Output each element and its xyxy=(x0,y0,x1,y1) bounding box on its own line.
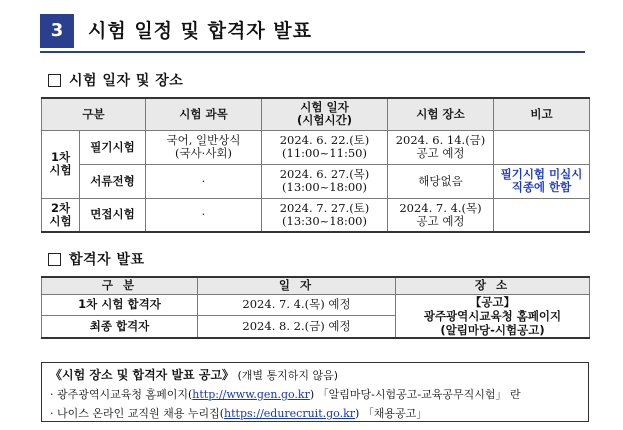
exam-place: 2024. 7. 4.(목) 공고 예정 xyxy=(388,198,494,232)
remark-text: 필기시험 미실시 직종에 한함 xyxy=(494,164,590,198)
exam-type: 필기시험 xyxy=(80,130,146,164)
subsection-results-title xyxy=(48,249,145,269)
result-label: 최종 합격자 xyxy=(42,316,198,338)
checkbox-icon xyxy=(48,74,61,87)
notice-heading-note: (개별 통지하지 않음) xyxy=(237,369,339,382)
gen-website-link[interactable]: http://www.gen.go.kr xyxy=(192,388,310,401)
result-date: 2024. 8. 2.(금) 예정 xyxy=(198,316,396,338)
notice-heading: 《시험 장소 및 합격자 발표 공고》 xyxy=(50,368,234,382)
exam-place: 해당없음 xyxy=(388,164,494,198)
col-header: 장 소 xyxy=(396,277,590,294)
section-header xyxy=(40,14,585,54)
remark-empty xyxy=(494,130,590,164)
section-number: 3 xyxy=(40,14,74,48)
notice-heading-line xyxy=(50,366,580,385)
section-title: 시험 일정 및 합격자 발표 xyxy=(88,20,312,42)
result-place: 【공고】 광주광역시교육청 홈페이지 (알림마당-시험공고) xyxy=(396,294,590,338)
notice-box xyxy=(41,362,589,422)
exam-type: 면접시험 xyxy=(80,198,146,232)
checkbox-icon xyxy=(48,253,61,266)
table-row xyxy=(42,294,590,316)
notice-text: ) 「알림마당-시험공고-교육공무직시험」 란 xyxy=(309,388,521,401)
col-header: 비고 xyxy=(494,98,590,130)
col-header: 구 분 xyxy=(42,277,198,294)
col-header: 시험 과목 xyxy=(146,98,262,130)
results-table xyxy=(41,276,590,339)
notice-line-2 xyxy=(50,404,580,423)
col-header: 구분 xyxy=(42,98,146,130)
subsection-label: 시험 일자 및 장소 xyxy=(69,73,184,89)
exam-date: 2024. 7. 27.(토) (13:30~18:00) xyxy=(262,198,388,232)
exam-schedule-table xyxy=(41,97,590,233)
col-header: 시험 장소 xyxy=(388,98,494,130)
subsection-label: 합격자 발표 xyxy=(69,252,145,268)
exam-date: 2024. 6. 27.(목) (13:00~18:00) xyxy=(262,164,388,198)
notice-line-1 xyxy=(50,385,580,404)
col-header: 시험 일자 (시험시간) xyxy=(262,98,388,130)
exam-subject: 국어, 일반상식 (국사·사회) xyxy=(146,130,262,164)
exam-type: 서류전형 xyxy=(80,164,146,198)
col-header: 일 자 xyxy=(198,277,396,294)
stage-label: 1차 시험 xyxy=(42,130,80,198)
table-row xyxy=(42,198,590,232)
table-row xyxy=(42,164,590,198)
exam-subject: · xyxy=(146,164,262,198)
edurecruit-link[interactable]: https://edurecruit.go.kr xyxy=(224,407,356,420)
exam-date: 2024. 6. 22.(토) (11:00~11:50) xyxy=(262,130,388,164)
result-date: 2024. 7. 4.(목) 예정 xyxy=(198,294,396,316)
subsection-exam-schedule-title xyxy=(48,70,183,90)
notice-text: ) 「채용공고」 xyxy=(355,407,428,420)
remark-empty xyxy=(494,198,590,232)
exam-subject: · xyxy=(146,198,262,232)
stage-label: 2차 시험 xyxy=(42,198,80,232)
result-label: 1차 시험 합격자 xyxy=(42,294,198,316)
notice-text: · 나이스 온라인 교직원 채용 누리집( xyxy=(50,407,225,420)
header-divider xyxy=(40,51,585,53)
notice-text: · 광주광역시교육청 홈페이지( xyxy=(50,388,193,401)
exam-place: 2024. 6. 14.(금) 공고 예정 xyxy=(388,130,494,164)
table-row xyxy=(42,130,590,164)
